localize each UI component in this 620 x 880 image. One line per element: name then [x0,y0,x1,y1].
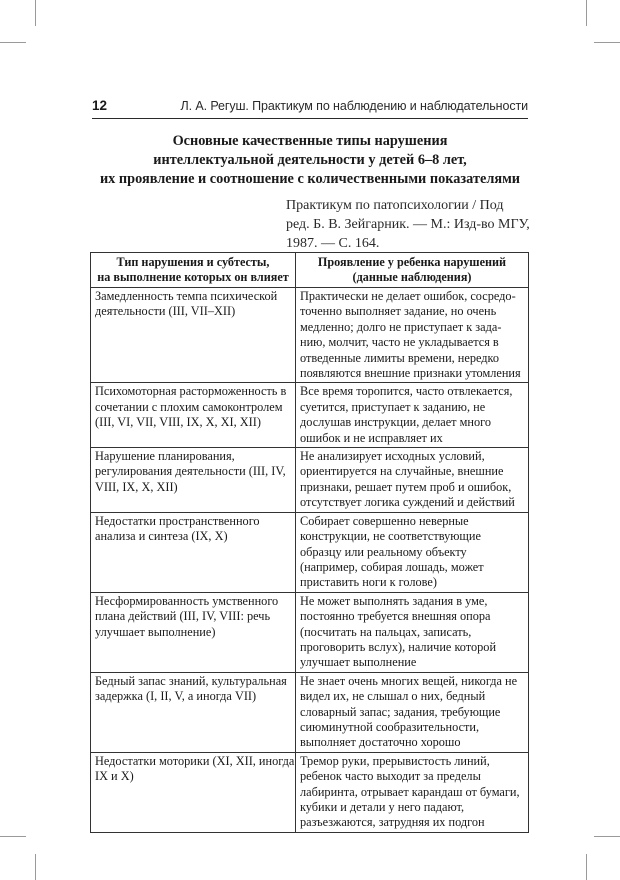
header-line: Тип нарушения и субтесты, [116,255,270,269]
cell-line: сочетании с плохим самоконтролем [95,399,283,414]
cell-line: Тремор руки, прерывистость линий, [300,753,490,768]
crop-mark [0,836,26,837]
cell-manifestation [296,512,529,592]
crop-mark [586,0,587,26]
cell-manifestation [296,383,529,448]
cell-line: Собирает совершенно неверные [300,513,469,528]
running-title: Л. А. Регуш. Практикум по наблюдению и наблюдательности [180,99,528,113]
header-line: (данные наблюдения) [352,270,472,284]
cell-line: Не знает очень многих вещей, никогда не [300,673,518,688]
cell-line: появляются внешние признаки утомления [300,366,521,381]
cell-line: приставить ноги к голове) [300,575,437,590]
cell-line: ошибок и не исправляет их [300,430,443,445]
cell-line: выполняет достаточно хорошо [300,735,461,750]
header-line: на выполнение которых он влияет [97,270,289,284]
cell-line: Бедный запас знаний, культуральная [95,673,287,688]
disorders-table [90,252,529,833]
cell-line: лабиринта, отрывает карандаш от бумаги, [300,784,520,799]
cell-disorder-type [91,752,296,832]
cell-line: ориентируется на случайные, внешние [300,464,504,479]
cell-line: видел их, не слышал о них, бедный [300,689,486,704]
crop-mark [594,836,620,837]
cell-line: Нарушение планирования, [95,449,235,464]
cell-line: Практически не делает ошибок, сосредо- [300,289,516,303]
cell-line: улучшает выполнение [300,655,417,670]
cell-line: ребенок часто выходит за пределы [300,769,481,784]
cell-line: конструкции, не соответствующие [300,529,481,544]
cell-line: Все время торопится, часто отвлекается, [300,384,513,399]
table-row [91,592,529,672]
cell-line: отсутствует логика суждений и действий [300,495,515,510]
cell-line: Недостатки пространственного [95,513,260,528]
cell-line: кубики и детали у него падают, [300,800,465,814]
cell-line: Не анализирует исходных условий, [300,449,485,464]
column-header-type [91,253,296,288]
cell-line: дослушав инструкции, делает много [300,415,492,430]
cell-disorder-type [91,383,296,448]
page-header [92,96,528,119]
cell-line: суетится, приступает к заданию, не [300,399,486,414]
cell-line: Замедленность темпа психической [95,289,278,303]
cell-line: разъезжаются, затрудняя их подгон [300,815,485,830]
cell-line: Несформированность умственного [95,593,279,608]
cell-line: деятельности (III, VII–XII) [95,304,236,319]
header-line: Проявление у ребенка нарушений [317,255,507,269]
cell-line: образцу или реальному объекту [300,544,467,559]
crop-mark [586,854,587,880]
cell-line: точенно выполняет задание, но очень [300,304,497,319]
cell-line: проговорить вслух), наличие которой [300,639,497,654]
cell-line: медленно; долго не приступает к зада- [300,319,502,334]
cell-line: словарный запас; задания, требующие [300,704,501,719]
page-number: 12 [92,98,108,113]
cell-disorder-type [91,512,296,592]
cell-manifestation [296,288,529,383]
table-row [91,752,529,832]
cell-line: постоянно требуется внешняя опора [300,609,491,624]
cell-line: сиюминутной сообразительности, [300,719,480,734]
title-line: Основные качественные типы нарушения [172,133,448,149]
cell-manifestation [296,672,529,752]
source-citation [286,196,536,253]
crop-mark [35,854,36,880]
section-title [92,132,528,189]
cell-disorder-type [91,288,296,383]
cell-line: анализа и синтеза (IX, X) [95,529,228,544]
source-line: 1987. — С. 164. [286,236,380,251]
table-row [91,448,529,513]
cell-line: Не может выполнять задания в уме, [300,593,488,608]
cell-line: VIII, IX, X, XII) [95,479,178,494]
cell-line: Недостатки моторики (XI, XII, иногда [95,753,295,768]
cell-disorder-type [91,448,296,513]
source-line: ред. Б. В. Зейгарник. — М.: Изд-во МГУ, [286,217,530,232]
column-header-manifestation [296,253,529,288]
cell-line: задержка (I, II, V, а иногда VII) [95,689,257,704]
title-line: их проявление и соотношение с количественными показателями [99,171,521,187]
cell-line: улучшает выполнение) [95,624,216,639]
cell-line: (например, собирая лошадь, может [300,559,484,574]
cell-line: (III, VI, VII, VIII, IX, X, XI, XII) [95,415,261,430]
cell-line: плана действий (III, IV, VIII: речь [95,609,271,624]
cell-line: отведенные лимиты времени, нередко [300,350,500,365]
crop-mark [594,42,620,43]
cell-disorder-type [91,672,296,752]
cell-line: (посчитать на пальцах, записать, [300,624,472,639]
table-header-row [91,253,529,288]
cell-line: нию, молчит, часто не укладывается в [300,335,499,350]
cell-manifestation [296,592,529,672]
cell-line: Психомоторная расторможенность в [95,384,287,399]
cell-disorder-type [91,592,296,672]
cell-line: регулирования деятельности (III, IV, [95,464,286,479]
title-line: интеллектуальной деятельности у детей 6–8 лет, [153,152,467,168]
cell-line: IX и X) [95,769,134,784]
table-row [91,288,529,383]
cell-manifestation [296,752,529,832]
table-row [91,383,529,448]
crop-mark [0,42,26,43]
crop-mark [35,0,36,26]
source-line: Практикум по патопсихологии / Под [286,198,504,213]
table-row [91,672,529,752]
table-row [91,512,529,592]
cell-line: признаки, решает путем проб и ошибок, [300,479,512,494]
cell-manifestation [296,448,529,513]
